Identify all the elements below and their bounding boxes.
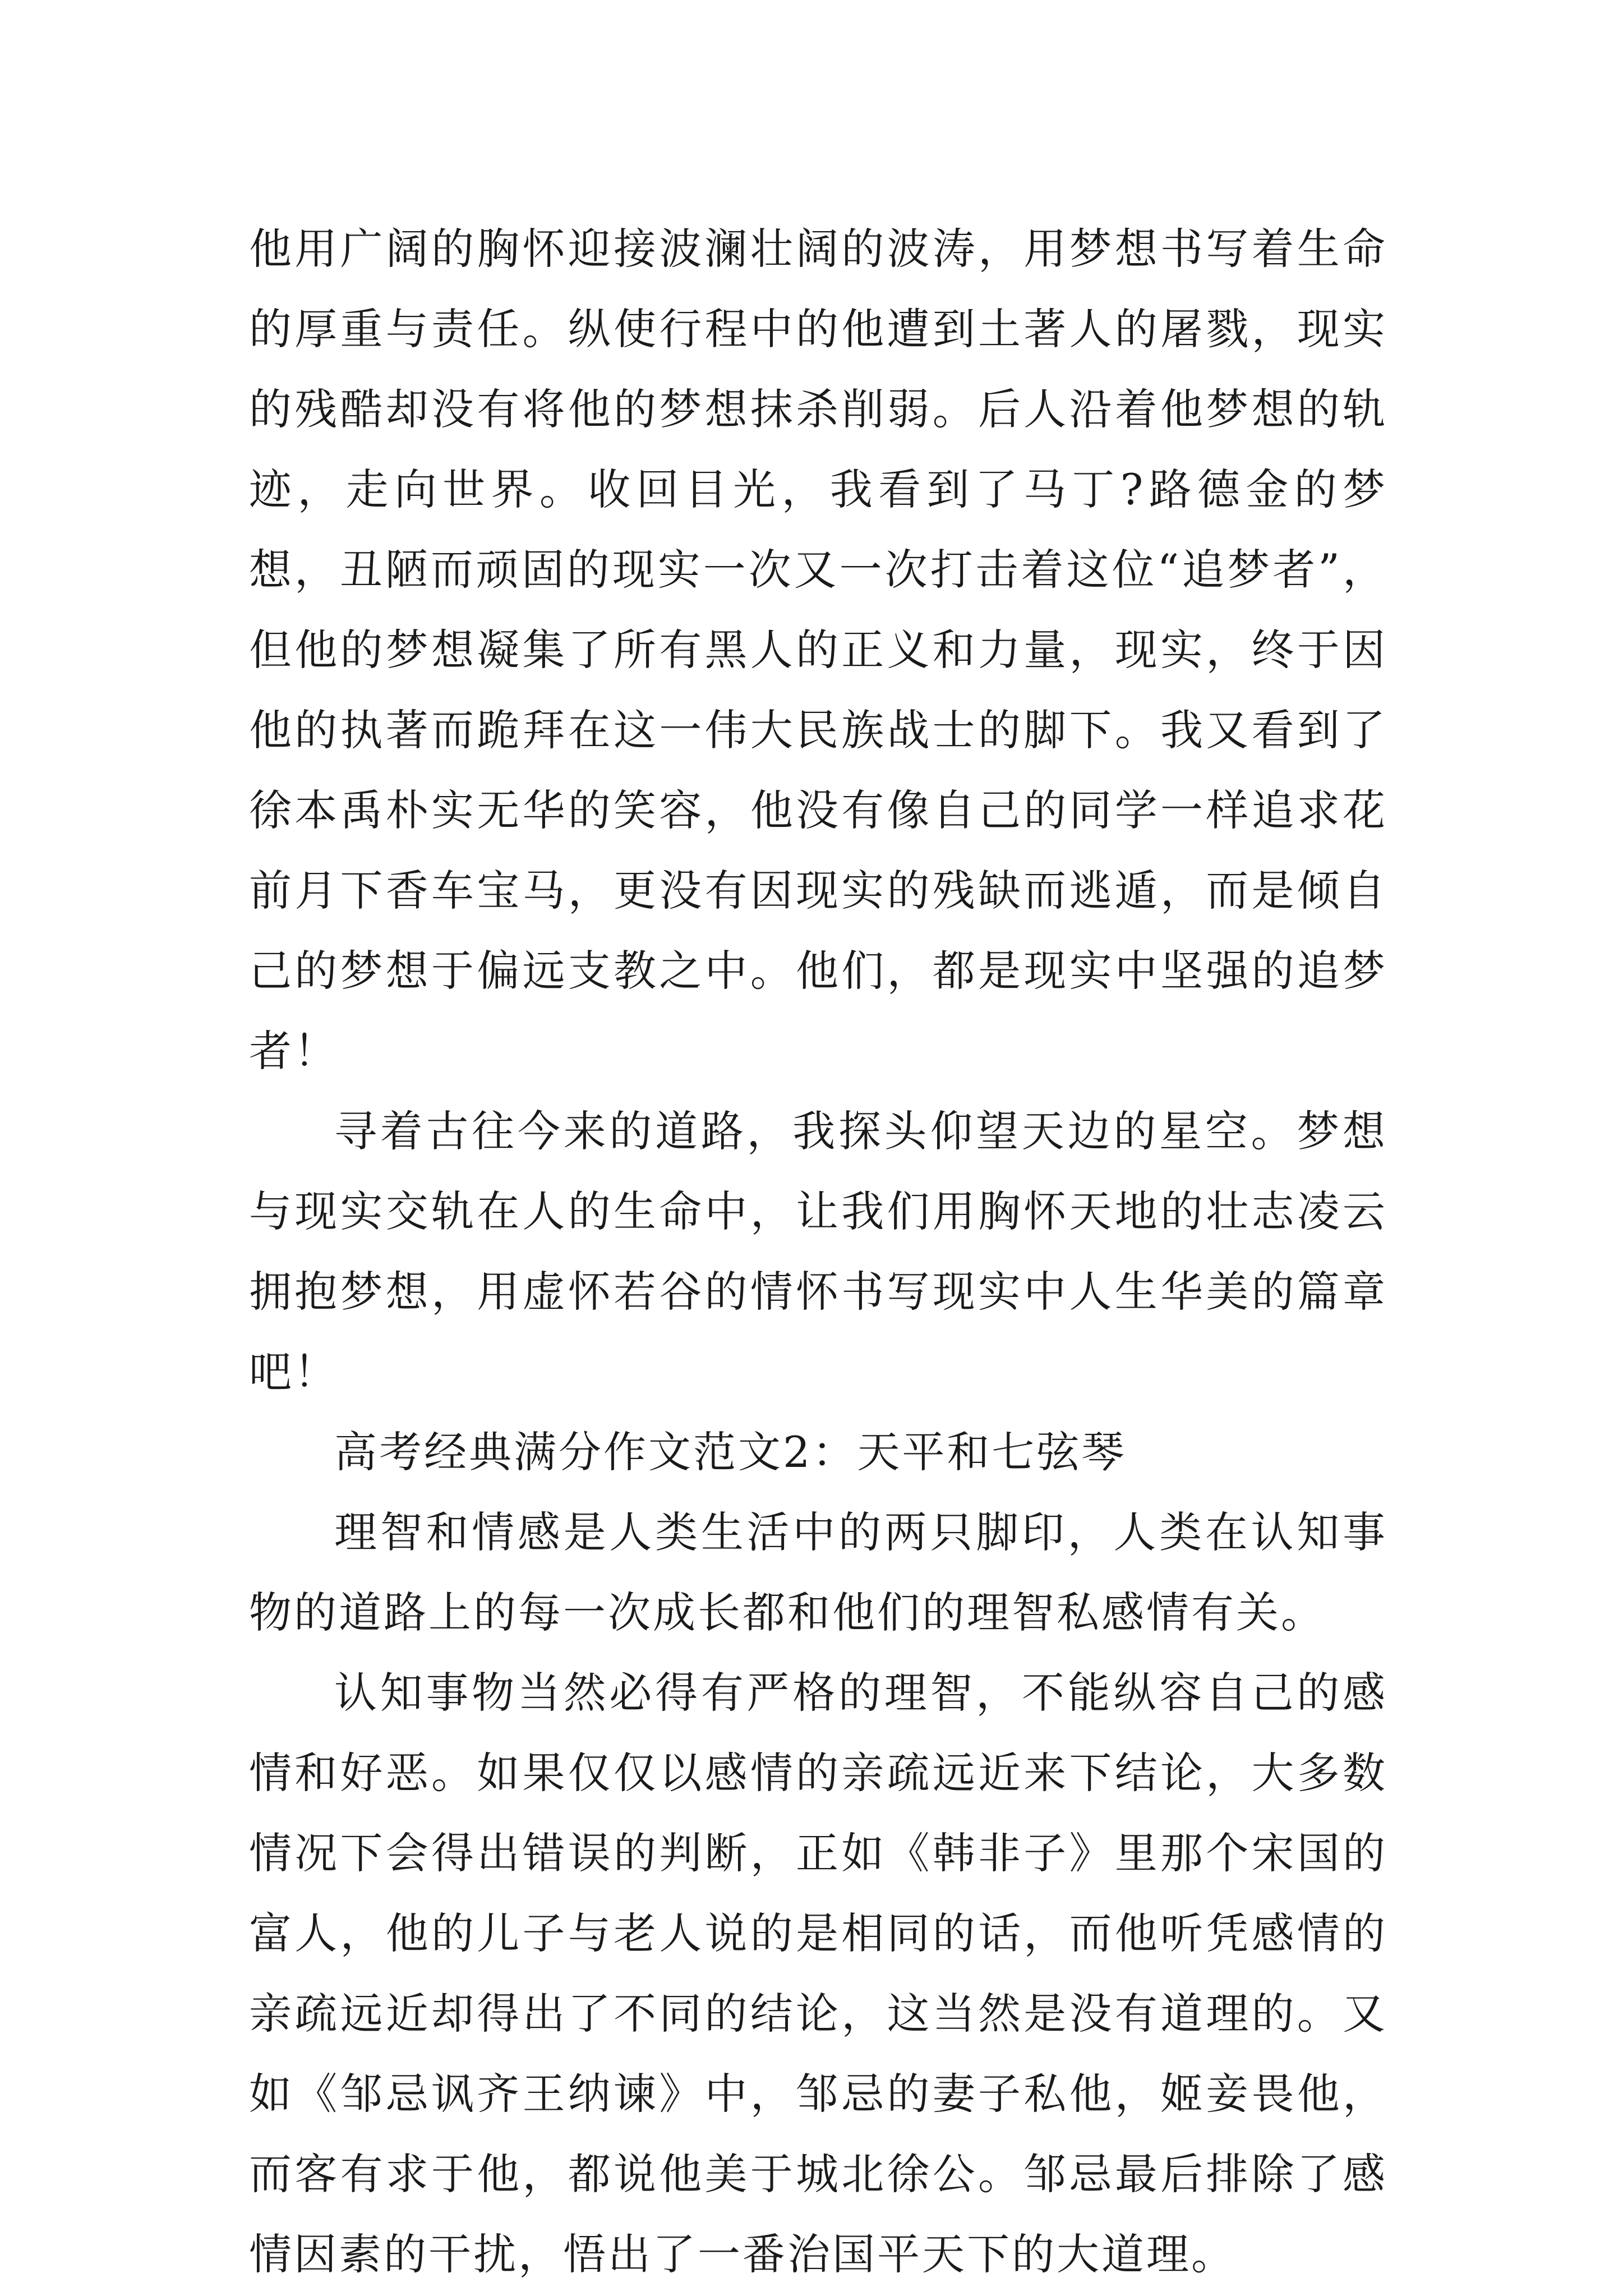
paragraph-intro: 理智和情感是人类生活中的两只脚印，人类在认知事物的道路上的每一次成长都和他们的理智私感情有关。 [249,1507,1387,1637]
paragraph-body: 认知事物当然必得有严格的理智，不能纵容自己的感情和好恶。如果仅仅以感情的亲疏远近来下结论，大多数情况下会得出错误的判断，正如《韩非子》里那个宋国的富人，他的儿子与老人说的是相同的话，而他听凭感情的亲疏远近却得出了不同的结论，这当然是没有道理的。又如《邹忌讽齐王纳谏》中，邹忌的妻子私他，姬妾畏他，而客有求于他，都说他美于城北徐公。邹忌最后排除了感情因素的干扰，悟出了一番治国平天下的大道理。 [249,1668,1387,2279]
paragraph-continuation: 他用广阔的胸怀迎接波澜壮阔的波涛，用梦想书写着生命的厚重与责任。纵使行程中的他遭到土著人的屠戮，现实的残酷却没有将他的梦想抹杀削弱。后人沿着他梦想的轨迹，走向世界。收回目光，我看到了马丁?路德金的梦想，丑陋而顽固的现实一次又一次打击着这位“追梦者”，但他的梦想凝集了所有黑人的正义和力量，现实，终于因他的执著而跪拜在这一伟大民族战士的脚下。我又看到了徐本禹朴实无华的笑容，他没有像自己的同学一样追求花前月下香车宝马，更没有因现实的残缺而逃遁，而是倾自己的梦想于偏远支教之中。他们，都是现实中坚强的追梦者！ [249,224,1387,1076]
paragraph-conclusion: 寻着古往今来的道路，我探头仰望天边的星空。梦想与现实交轨在人的生命中，让我们用胸怀天地的壮志凌云拥抱梦想，用虚怀若谷的情怀书写现实中人生华美的篇章吧！ [249,1106,1387,1397]
essay-heading: 高考经典满分作文范文2：天平和七弦琴 [334,1427,1127,1477]
document-body [249,209,1387,2294]
